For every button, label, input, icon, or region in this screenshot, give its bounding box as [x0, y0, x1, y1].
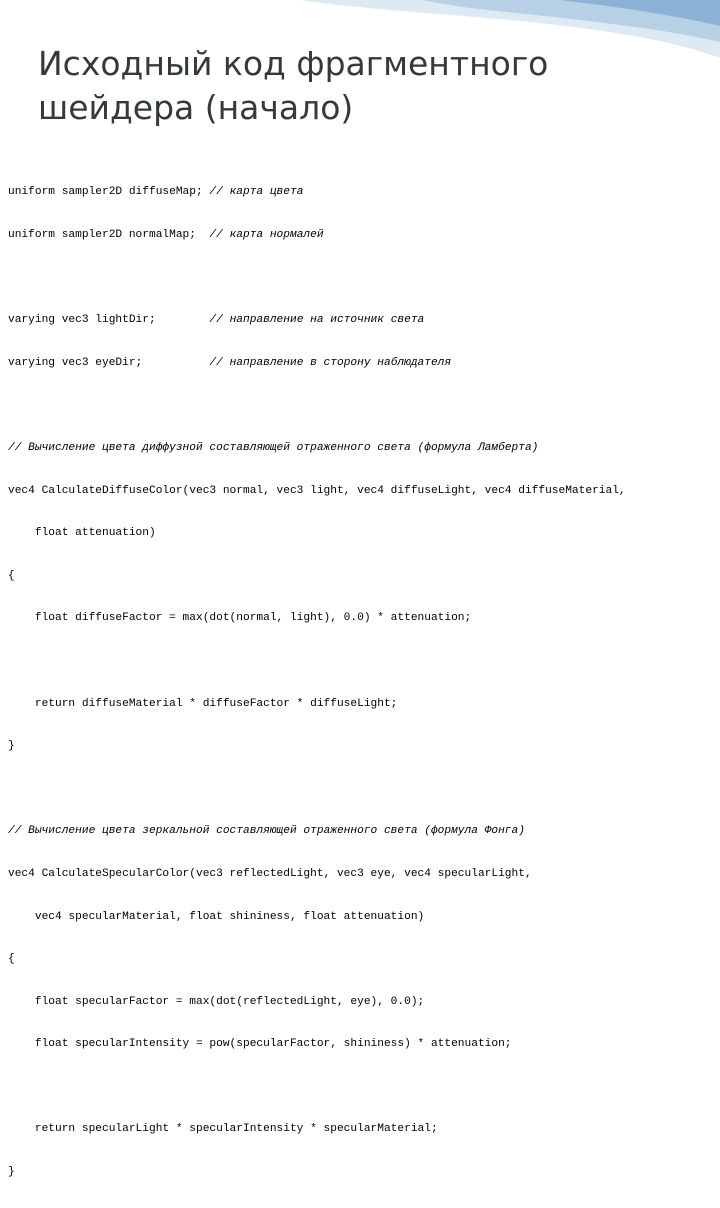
code-comment: // направление в сторону наблюдателя [209, 356, 452, 369]
slide-title [38, 42, 548, 130]
shader-code-block [8, 157, 626, 1208]
code-line [8, 1037, 626, 1051]
code-line [8, 185, 626, 199]
title-line-2: шейдера (начало) [38, 88, 354, 127]
code-line [8, 271, 626, 285]
code-text: return specularLight * specularIntensity * specularMaterial; [8, 1123, 438, 1136]
code-line [8, 611, 626, 625]
code-line [8, 739, 626, 753]
code-text: varying vec3 lightDir; [8, 314, 210, 327]
code-comment: // карта цвета [209, 186, 304, 199]
code-line [8, 952, 626, 966]
code-line [8, 782, 626, 796]
code-line [8, 697, 626, 711]
code-text: float attenuation) [8, 527, 156, 540]
code-text: float specularIntensity = pow(specularFactor, shininess) * attenuation; [8, 1038, 512, 1051]
code-line [8, 313, 626, 327]
code-text: } [8, 740, 15, 753]
code-line [8, 441, 626, 455]
code-line [8, 1080, 626, 1094]
code-text: return diffuseMaterial * diffuseFactor * diffuseLight; [8, 697, 398, 710]
code-comment: // Вычисление цвета диффузной составляющей отраженного света (формула Ламберта) [8, 441, 539, 454]
code-text: { [8, 953, 15, 966]
code-text: float specularFactor = max(dot(reflectedLight, eye), 0.0); [8, 995, 425, 1008]
code-comment: // Вычисление цвета зеркальной составляющей отраженного света (формула Фонга) [8, 825, 525, 838]
code-line [8, 356, 626, 370]
code-text: vec4 CalculateDiffuseColor(vec3 normal, vec3 light, vec4 diffuseLight, vec4 diffuseMaterial, [8, 484, 626, 497]
code-text: uniform sampler2D diffuseMap; [8, 186, 210, 199]
code-line [8, 569, 626, 583]
title-line-1: Исходный код фрагментного [38, 44, 549, 83]
code-text: uniform sampler2D normalMap; [8, 229, 210, 241]
code-comment: // направление на источник света [209, 314, 425, 327]
code-line [8, 867, 626, 881]
code-line [8, 995, 626, 1009]
code-text: float diffuseFactor = max(dot(normal, light), 0.0) * attenuation; [8, 612, 472, 625]
code-text: { [8, 569, 15, 582]
code-line [8, 1122, 626, 1136]
code-text: } [8, 1166, 15, 1179]
code-comment: // карта нормалей [209, 229, 324, 241]
code-text: vec4 specularMaterial, float shininess, float attenuation) [8, 910, 425, 923]
code-line [8, 824, 626, 838]
code-text: vec4 CalculateSpecularColor(vec3 reflectedLight, vec3 eye, vec4 specularLight, [8, 867, 532, 880]
code-line [8, 228, 626, 242]
code-line [8, 654, 626, 668]
code-line [8, 484, 626, 498]
code-text: varying vec3 eyeDir; [8, 356, 210, 369]
code-line [8, 398, 626, 412]
code-line [8, 1165, 626, 1179]
code-line [8, 526, 626, 540]
code-line [8, 910, 626, 924]
